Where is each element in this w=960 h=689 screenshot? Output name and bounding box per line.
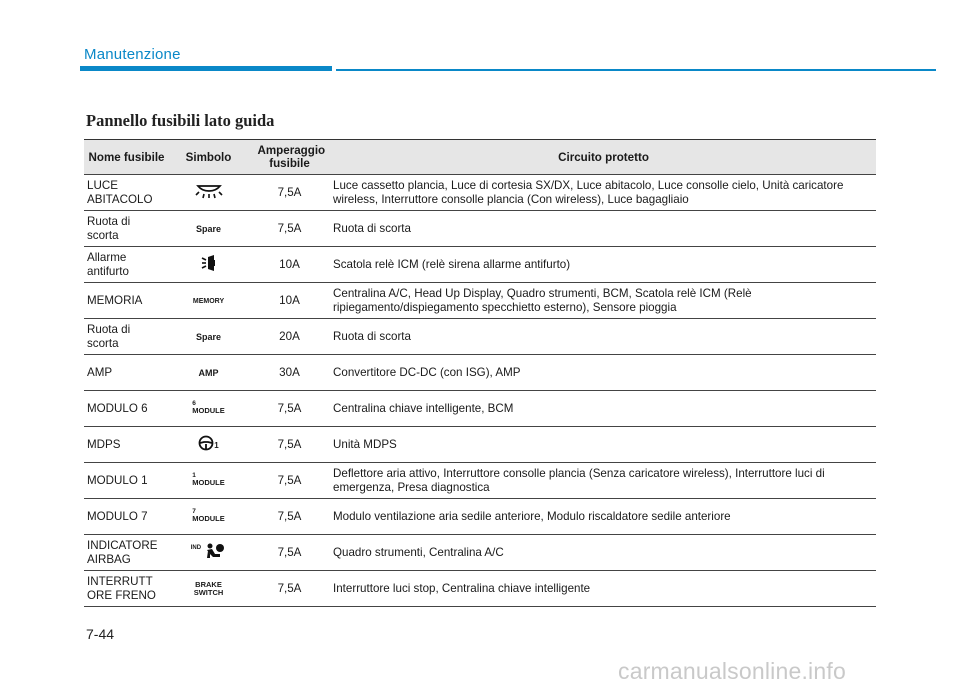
fuse-amperage: 10A [248, 247, 331, 283]
fuse-name [84, 319, 169, 355]
fuse-circuit: Ruota di scorta [331, 211, 876, 247]
fuse-circuit: Centralina A/C, Head Up Display, Quadro strumenti, BCM, Scatola relè ICM (Relè ripiegamento/dispiegamento specchietto esterno), Sensore pioggia [331, 283, 876, 319]
fuse-name: MEMORIA [84, 283, 169, 319]
fuse-symbol [169, 283, 248, 319]
module-label: MODULE [192, 514, 225, 524]
watermark: carmanualsonline.info [618, 658, 846, 684]
fuse-amperage: 7,5A [248, 571, 331, 607]
fuse-amperage: 7,5A [248, 463, 331, 499]
fuse-amperage: 10A [248, 283, 331, 319]
fuse-name-text: Allarme antifurto [87, 251, 129, 278]
header-rule-thin [336, 69, 936, 71]
fuse-circuit: Scatola relè ICM (relè sirena allarme antifurto) [331, 247, 876, 283]
fuse-name-text: INTERRUTTORE FRENO [87, 575, 156, 602]
fuse-amperage: 20A [248, 319, 331, 355]
fuse-name: AMP [84, 355, 169, 391]
fuse-name [84, 247, 169, 283]
col-header-symbol: Simbolo [169, 140, 248, 175]
fuse-name [84, 211, 169, 247]
fuse-name [84, 175, 169, 211]
fuse-name: MODULO 6 [84, 391, 169, 427]
spare-symbol: Spare [195, 331, 221, 342]
fuse-symbol [169, 175, 248, 211]
fuse-circuit: Centralina chiave intelligente, BCM [331, 391, 876, 427]
table-row [84, 571, 876, 607]
fuse-symbol [169, 535, 248, 571]
table-row [84, 247, 876, 283]
table-row [84, 499, 876, 535]
col-header-amperage-text: Amperaggio fusibile [257, 144, 326, 170]
module-label: MODULE [192, 406, 225, 416]
table-row [84, 211, 876, 247]
page-number: 7-44 [86, 626, 115, 642]
fuse-symbol [169, 499, 248, 535]
table-row [84, 319, 876, 355]
fuse-circuit: Convertitore DC-DC (con ISG), AMP [331, 355, 876, 391]
ind-label: IND [190, 544, 202, 551]
module-number: 6 [192, 400, 196, 408]
fuse-name: MODULO 1 [84, 463, 169, 499]
fuse-amperage: 7,5A [248, 499, 331, 535]
spare-symbol: Spare [195, 223, 221, 234]
fuse-name: MODULO 7 [84, 499, 169, 535]
fuse-amperage: 7,5A [248, 535, 331, 571]
subheading: Pannello fusibili lato guida [86, 111, 275, 130]
col-header-amperage [248, 140, 331, 175]
section-title: Manutenzione [84, 46, 181, 63]
fuse-symbol [169, 319, 248, 355]
fuse-name-text: INDICATORE AIRBAG [87, 539, 158, 566]
fuse-name: MDPS [84, 427, 169, 463]
module-number: 1 [192, 472, 196, 480]
fuse-name [84, 535, 169, 571]
fuse-circuit: Luce cassetto plancia, Luce di cortesia SX/DX, Luce abitacolo, Luce consolle cielo, Unità caricatore wireless, Interruttore consolle plancia (Con wireless), Luce bagagliaio [331, 175, 876, 211]
module-symbol [192, 400, 225, 414]
fuse-symbol [169, 211, 248, 247]
table-row [84, 391, 876, 427]
fuse-table [84, 139, 876, 607]
airbag-icon [204, 542, 226, 564]
fuse-amperage: 7,5A [248, 211, 331, 247]
memory-symbol: MEMORY [192, 297, 225, 305]
fuse-circuit: Deflettore aria attivo, Interruttore consolle plancia (Senza caricatore wireless), Interruttore luci di emergenza, Presa diagnostica [331, 463, 876, 499]
fuse-symbol [169, 391, 248, 427]
col-header-name: Nome fusibile [84, 140, 169, 175]
fuse-amperage: 30A [248, 355, 331, 391]
col-header-circuit: Circuito protetto [331, 140, 876, 175]
fuse-symbol [169, 247, 248, 283]
horn-alarm-icon [201, 254, 217, 276]
table-row [84, 427, 876, 463]
fuse-circuit: Modulo ventilazione aria sedile anteriore, Modulo riscaldatore sedile anteriore [331, 499, 876, 535]
fuse-symbol [169, 355, 248, 391]
amp-symbol: AMP [198, 367, 219, 378]
steering-wheel-icon [198, 435, 214, 455]
fuse-symbol [169, 571, 248, 607]
table-row [84, 283, 876, 319]
interior-light-icon [194, 183, 224, 203]
fuse-name-text: Ruota di scorta [87, 215, 131, 242]
module-symbol [192, 508, 225, 522]
table-row [84, 463, 876, 499]
fuse-symbol [169, 463, 248, 499]
fuse-amperage: 7,5A [248, 175, 331, 211]
module-symbol [192, 472, 225, 486]
fuse-symbol [169, 427, 248, 463]
brake-switch-symbol: BRAKE SWITCH [193, 579, 224, 597]
steering-number: 1 [214, 440, 219, 450]
table-row [84, 535, 876, 571]
table-row [84, 175, 876, 211]
fuse-name [84, 571, 169, 607]
fuse-name-text: Ruota di scorta [87, 323, 131, 350]
fuse-amperage: 7,5A [248, 391, 331, 427]
table-header-row [84, 140, 876, 175]
module-number: 7 [192, 508, 196, 516]
fuse-amperage: 7,5A [248, 427, 331, 463]
table-row [84, 355, 876, 391]
fuse-circuit: Quadro strumenti, Centralina A/C [331, 535, 876, 571]
fuse-circuit: Interruttore luci stop, Centralina chiave intelligente [331, 571, 876, 607]
fuse-circuit: Ruota di scorta [331, 319, 876, 355]
fuse-name-text: LUCE ABITACOLO [87, 179, 153, 206]
module-label: MODULE [192, 478, 225, 488]
header-rule-thick [80, 66, 332, 71]
fuse-circuit: Unità MDPS [331, 427, 876, 463]
